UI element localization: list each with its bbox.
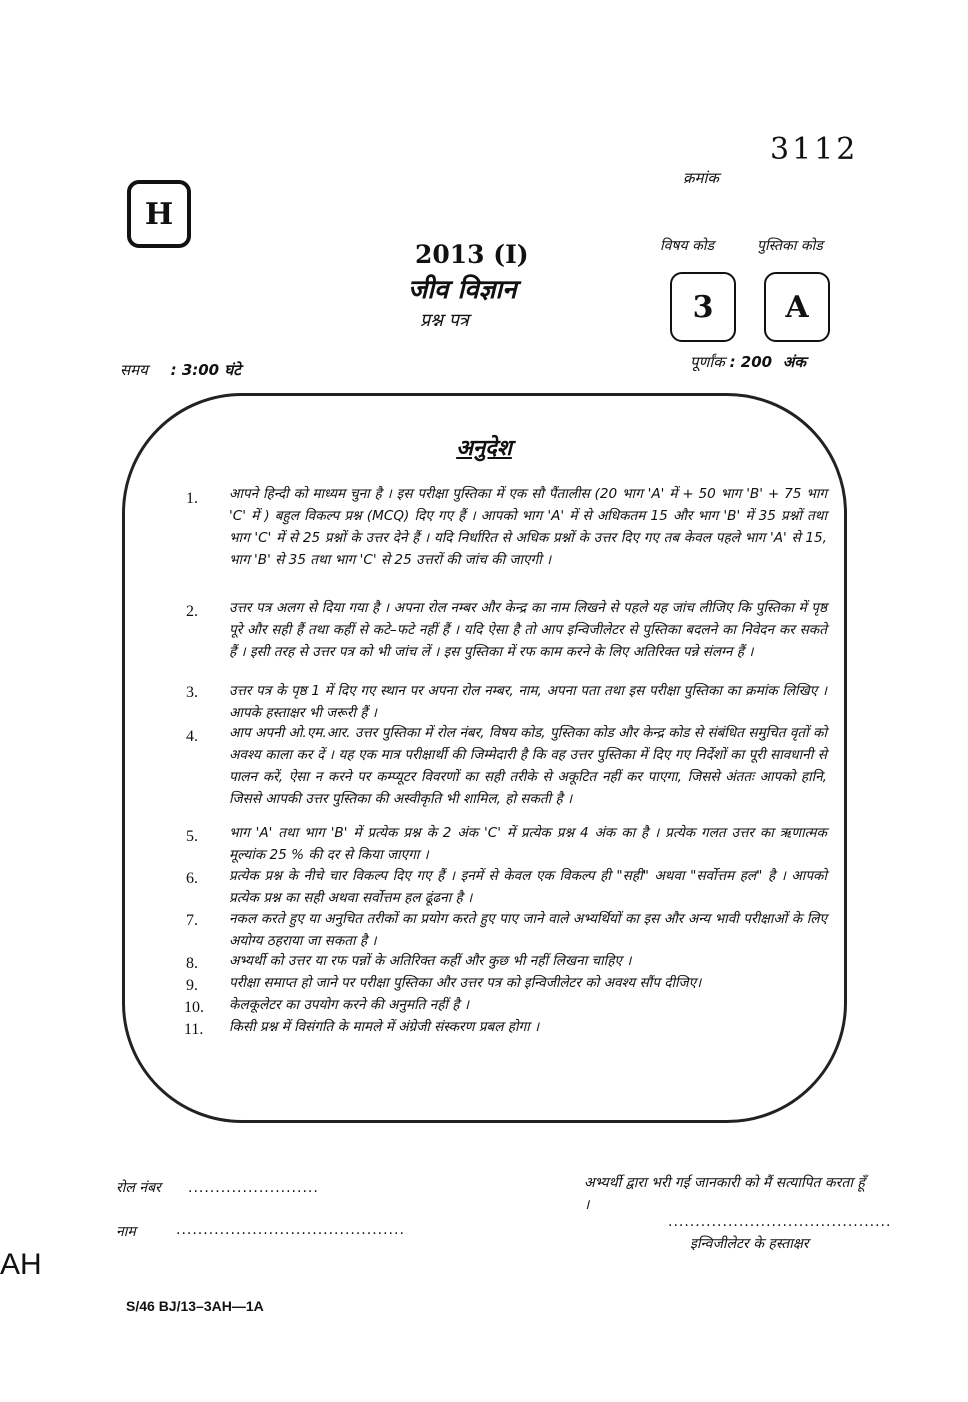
instruction-number: 11. (184, 1021, 204, 1038)
marks-unit: अंक (782, 353, 806, 371)
subject-code-box: 3 (670, 272, 736, 342)
instruction-text: भाग 'A' तथा भाग 'B' में प्रत्येक प्रश्न के 2 अंक 'C' में प्रत्येक प्रश्न 4 अंक का है । प्रत्येक गलत उत्तर का ऋणात्मक मूल्यांक 25 % की दर से किया जाएगा । (229, 825, 827, 863)
subject-title: जीव विज्ञान (408, 275, 517, 305)
marks-info (690, 352, 806, 372)
instruction-text: केलकूलेटर का उपयोग करने की अनुमति नहीं है । (229, 997, 469, 1013)
instruction-number: 9. (186, 977, 198, 994)
roll-number-label: रोल नंबर (116, 1180, 161, 1196)
instruction-text: किसी प्रश्न में विसंगति के मामले में अंग्रेजी संस्करण प्रबल होगा । (229, 1019, 540, 1035)
attestation-text: अभ्यर्थी द्वारा भरी गई जानकारी को मैं सत्यापित करता हूँ । (584, 1175, 865, 1213)
invigilator-signature-label: इन्विजीलेटर के हस्ताक्षर (690, 1236, 809, 1252)
marks-value: : 200 (729, 353, 773, 371)
serial-number: 3112 (770, 132, 859, 167)
instruction-text: अभ्यर्थी को उत्तर या रफ पन्नों के अतिरिक्त कहीं और कुछ भी नहीं लिखना चाहिए । (229, 953, 632, 969)
instruction-text: आपने हिन्दी को माध्यम चुना है । इस परीक्षा पुस्तिका में एक सौ पैंतालीस (20 भाग 'A' में + 50 भाग 'B' + 75 भाग 'C' में ) बहुल विकल्प प्रश्न (MCQ) दिए गए हैं । आपको भाग 'A' में से अधिकतम 15 और भाग 'B' में 35 प्रश्नों तथा भाग 'C' में से 25 प्रश्नों के उत्तर देने हैं । यदि निर्धारित से अधिक प्रश्नों के उत्तर दिए गए तब केवल पहले भाग 'A' से 15, भाग 'B' से 35 तथा भाग 'C' से 25 उत्तरों की जांच की जाएगी । (229, 486, 827, 568)
name-line: .......................................... (176, 1222, 405, 1238)
instruction-text: नकल करते हुए या अनुचित तरीकों का प्रयोग करते हुए पाए जाने वाले अभ्यर्थियों का इस और अन्य भावी परीक्षाओं के लिए अयोग्य ठहराया जा सकता है । (229, 911, 827, 949)
instruction-number: 6. (186, 870, 198, 887)
serial-label: क्रमांक (683, 169, 719, 187)
roll-number-line: ........................ (188, 1180, 319, 1196)
instruction-text: आप अपनी ओ.एम.आर. उत्तर पुस्तिका में रोल नंबर, विषय कोड, पुस्तिका कोड और केन्द्र कोड से संबंधित समुचित वृतों को अवश्य काला कर दें । यह एक मात्र परीक्षार्थी की जिम्मेदारी है कि वह उत्तर पुस्तिका में दिए गए निर्देशों का पूरी सावधानी से पालन करें, ऐसा न करने पर कम्प्यूटर विवरणों का सही तरीके से अकूटित नहीं कर पाएगा, जिससे अंततः आपको हानि, जिससे आपकी उत्तर पुस्तिका की अस्वीकृति भी शामिल, हो सकती है । (229, 725, 827, 807)
instruction-number: 2. (186, 603, 198, 620)
exam-year: 2013 (I) (415, 240, 529, 269)
marks-label: पूर्णांक (690, 353, 725, 371)
subject-code-label: विषय कोड (660, 238, 714, 254)
time-info (120, 360, 241, 380)
instruction-text: प्रत्येक प्रश्न के नीचे चार विकल्प दिए गए हैं । इनमें से केवल एक विकल्प ही "सही" अथवा "सर्वोत्तम हल" है । आपको प्रत्येक प्रश्न का सही अथवा सर्वोत्तम हल ढूंढना है । (229, 868, 827, 906)
instructions-title: अनुदेश (456, 436, 512, 461)
name-label: नाम (116, 1224, 136, 1240)
instruction-number: 1. (186, 490, 198, 507)
booklet-print-code: S/46 BJ/13–3AH—1A (126, 1298, 264, 1314)
instruction-number: 8. (186, 955, 198, 972)
booklet-code-box: A (764, 272, 830, 342)
instruction-number: 5. (186, 828, 198, 845)
instruction-number: 7. (186, 912, 198, 929)
instruction-text: उत्तर पत्र अलग से दिया गया है । अपना रोल नम्बर और केन्द्र का नाम लिखने से पहले यह जांच लीजिए कि पुस्तिका में पृष्ठ पूरे और सही हैं तथा कहीं से कटे–फटे नहीं हैं । यदि ऐसा है तो आप इन्विजीलेटर से पुस्तिका बदलने का निवेदन कर सकते हैं । इसी तरह से उत्तर पत्र को भी जांच लें । इस पुस्तिका में रफ काम करने के लिए अतिरिक्त पन्ने संलग्न हैं । (229, 600, 827, 660)
paper-label: प्रश्न पत्र (420, 310, 469, 331)
series-letter-box: H (127, 180, 191, 248)
instruction-number: 10. (184, 999, 204, 1016)
booklet-code-label: पुस्तिका कोड (757, 238, 823, 254)
side-code: AH (0, 1248, 42, 1281)
instruction-number: 4. (186, 728, 198, 745)
instruction-text: परीक्षा समाप्त हो जाने पर परीक्षा पुस्तिका और उत्तर पत्र को इन्विजीलेटर को अवश्य सौंप दीजिए। (229, 975, 702, 991)
instruction-text: उत्तर पत्र के पृष्ठ 1 में दिए गए स्थान पर अपना रोल नम्बर, नाम, अपना पता तथा इस परीक्षा पुस्तिका का क्रमांक लिखिए । आपके हस्ताक्षर भी जरूरी हैं । (229, 683, 827, 721)
signature-line: ......................................... (668, 1214, 892, 1230)
instruction-number: 3. (186, 684, 198, 701)
time-value: : 3:00 घंटे (170, 361, 241, 379)
time-label: समय (120, 361, 148, 379)
